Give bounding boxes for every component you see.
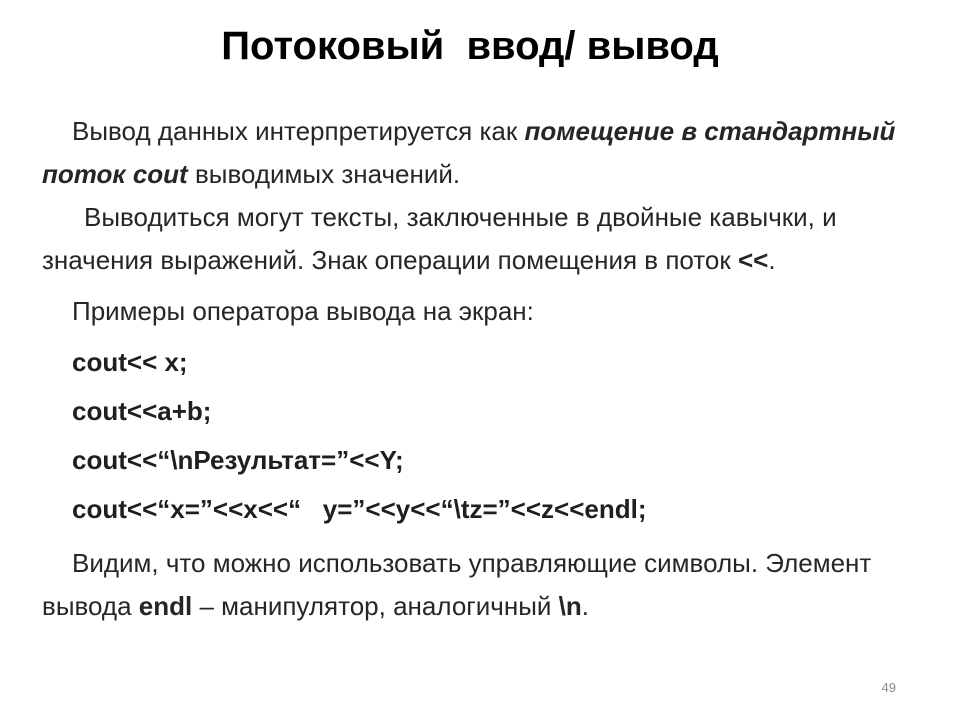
page-number: 49 xyxy=(881,680,896,695)
code-example: cout<< x; xyxy=(72,347,188,377)
closing-text-start: Видим, что можно использовать управляющие символы. Элемент вывода xyxy=(42,548,872,621)
paragraph1-text-start: Вывод данных интерпретируется как xyxy=(72,116,525,146)
code-example: cout<<“x=”<<x<<“ y=”<<y<<“\tz=”<<z<<endl; xyxy=(72,494,647,524)
code-example: cout<<“\nРезультат=”<<Y; xyxy=(72,445,404,475)
code-example: cout<<a+b; xyxy=(72,396,212,426)
slide-content xyxy=(42,110,922,628)
newline-escape: \n xyxy=(558,591,582,621)
paragraph1-text-end: выводимых значений. xyxy=(187,159,461,189)
slide-title: Потоковый ввод/ вывод xyxy=(221,24,719,68)
paragraph-cout-definition xyxy=(42,110,922,196)
examples-heading: Примеры оператора вывода на экран: xyxy=(72,296,534,326)
closing-text-end: . xyxy=(581,591,589,621)
insertion-operator: << xyxy=(737,245,769,275)
endl-keyword: endl xyxy=(138,591,193,621)
code-examples-list xyxy=(42,338,922,534)
paragraph-control-symbols xyxy=(42,542,922,628)
closing-text-middle: – манипулятор, аналогичный xyxy=(192,591,559,621)
paragraph2-text-end: . xyxy=(768,245,776,275)
paragraph2-text-start: Выводиться могут тексты, заключенные в двойные кавычки, и значения выражений. Знак операции помещения в поток xyxy=(42,202,837,275)
paragraph1-emphasis: помещение в стандартный поток cout xyxy=(42,116,896,189)
paragraph-output-operator xyxy=(42,196,922,282)
